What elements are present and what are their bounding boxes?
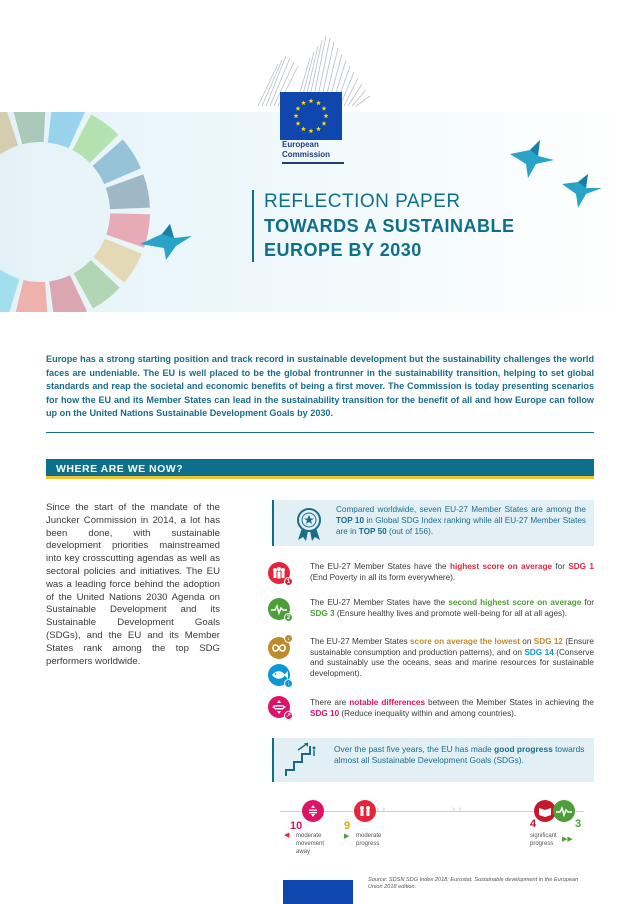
bird-icon xyxy=(562,174,602,208)
eu-star-icon xyxy=(296,106,301,111)
health-sdg-icon xyxy=(553,800,575,822)
arrow-left-icon: ◀ xyxy=(284,832,290,839)
emphasis-text: SDG 1 xyxy=(568,562,594,571)
eu-flag-icon xyxy=(280,92,342,140)
text-run: (End Poverty in all its form everywhere). xyxy=(310,572,456,582)
text-run: (Ensure sustainable consumption and production patterns), and on xyxy=(310,637,594,657)
text-run: between the Member States in achieving the xyxy=(425,698,594,707)
eu-star-icon xyxy=(294,113,299,118)
emphasis-text: good progress xyxy=(494,744,553,754)
eu-star-icon xyxy=(296,121,301,126)
divider xyxy=(46,432,594,433)
intro-paragraph: Europe has a strong starting position and track record in sustainable development but the sustainability challenges the world faces are undeniable. The EU is well placed to be the global frontrunner in the sustainability transition, helping to set global standards and reap the societal and economic benefits of being a first mover. The Commission is today presenting scenarios for how the EU and its Member States can lead in the sustainability transition for the benefit of all and how Europe can follow up on the United Nations Sustainable Development Goals by 2030. xyxy=(46,354,594,419)
progress-box xyxy=(272,738,594,782)
progress-text xyxy=(334,744,588,766)
title-line-1: TOWARDS A SUSTAINABLE xyxy=(264,216,515,236)
sdg-wheel-segment xyxy=(14,280,48,312)
scale-number-left: 10 xyxy=(290,820,303,832)
double-arrow-right-icon: ▶▶ xyxy=(562,836,573,843)
text-run: (Conserve and sustainably use the oceans, seas and marine resources for sustainable development). xyxy=(310,647,595,678)
eu-star-icon xyxy=(324,113,329,118)
sdg-wheel-segment xyxy=(12,112,46,144)
stairs-up-icon xyxy=(284,742,324,778)
arrow-badge: ↗ xyxy=(285,713,292,719)
eu-star-icon xyxy=(301,126,306,131)
bird-icon xyxy=(510,140,554,178)
scale-number-mid: 9 xyxy=(344,820,351,832)
emphasis-text: notable differences xyxy=(349,698,426,707)
scale-number-right-1: 4 xyxy=(530,818,537,830)
text-run: (Ensure healthy lives and promote well-being for all at all ages). xyxy=(334,608,568,618)
award-ribbon-icon xyxy=(292,506,326,542)
sdg-row-2 xyxy=(268,598,594,624)
emphasis-text: SDG 10 xyxy=(310,708,340,718)
emphasis-text: TOP 10 xyxy=(336,516,365,525)
eu-star-icon xyxy=(322,106,327,111)
scale-number-right-2: 3 xyxy=(575,818,582,830)
european-commission-logo xyxy=(248,28,378,159)
text-run: (Reduce inequality within and among countries). xyxy=(339,708,517,718)
rank-badge: 2 xyxy=(284,613,293,622)
section-title: WHERE ARE WE NOW? xyxy=(56,463,184,475)
text-run: (out of 156). xyxy=(386,527,434,536)
emphasis-text: TOP 50 xyxy=(358,527,387,536)
rank-badge: 1 xyxy=(284,577,293,586)
chevron-right-icon: › xyxy=(452,804,456,815)
logo-line-1: European xyxy=(282,140,319,149)
sdg-wheel-segment xyxy=(0,270,20,312)
sdg-wheel-graphic xyxy=(0,112,150,312)
emphasis-text: SDG 14 xyxy=(524,647,554,657)
text-run: towards almost all Sustainable Development Goals (SDGs). xyxy=(334,744,585,766)
text-run: Over the past five years, the EU has made xyxy=(334,744,495,754)
down-arrow-badge: ↓ xyxy=(284,634,293,643)
eu-star-icon xyxy=(301,100,306,105)
body-text-left: Since the start of the mandate of the Juncker Commission in 2014, a lot has been done, with sustainable development priorities mainstreamed into key crosscutting agendas as well as sectoral policies and initiatives. The EU was a leading force behind the adoption of the United Nations 2030 Agenda on Sustainable Development and its Sustainable Development Goals (SDGs), and the EU and its Member States rank among the top SDG performers worldwide. xyxy=(46,502,220,667)
emphasis-text: second highest score on average xyxy=(448,598,582,607)
text-run: There are xyxy=(310,698,350,707)
eu-star-icon xyxy=(322,121,327,126)
scale-label-right: significant progress xyxy=(530,833,557,847)
text-run: The EU-27 Member States have the xyxy=(310,598,449,607)
eu-star-icon xyxy=(316,100,321,105)
title-kicker: REFLECTION PAPER xyxy=(264,191,461,212)
section-header xyxy=(46,459,594,479)
title-line-2: EUROPE BY 2030 xyxy=(264,240,422,260)
text-run: Compared worldwide, seven EU-27 Member States are among the xyxy=(336,505,586,514)
logo-wordmark xyxy=(282,140,330,160)
sdg-row-text xyxy=(310,562,594,583)
document-title xyxy=(252,190,515,262)
eu-star-icon xyxy=(316,126,321,131)
sdg-row-1 xyxy=(268,562,594,588)
eu-star-icon xyxy=(309,98,314,103)
scale-label-left: moderate movement away xyxy=(296,833,325,855)
down-arrow-badge: ↓ xyxy=(284,679,293,688)
scale-label-mid: moderate progress xyxy=(356,833,382,847)
emphasis-text: score on average the lowest xyxy=(409,637,520,646)
text-run: in Global SDG Index ranking while all EU-27 Member States are in xyxy=(336,516,586,536)
sdg-row-3 xyxy=(268,637,594,687)
emphasis-text: SDG 12 xyxy=(533,637,563,646)
chevron-right-icon: › xyxy=(376,804,380,815)
emphasis-text: highest score on average xyxy=(449,562,552,571)
arrow-right-icon: ▶ xyxy=(344,833,350,840)
source-note: Source: SDSN SDG Index 2018; Eurostat, Sustainable development in the European Union 2018 edition. xyxy=(368,877,579,891)
text-run: The EU-27 Member States have the xyxy=(310,562,450,571)
poverty-sdg-icon xyxy=(354,800,376,822)
sdg-row-text xyxy=(310,637,594,679)
eu-stars-icon xyxy=(280,92,342,140)
footer-color-block xyxy=(283,880,353,904)
eu-star-icon xyxy=(309,128,314,133)
sdg-row-text xyxy=(310,598,594,619)
text-run: The EU-27 Member States xyxy=(310,637,410,646)
sdg-row-text xyxy=(310,698,594,719)
chevron-right-icon: › xyxy=(458,804,462,815)
logo-line-2: Commission xyxy=(282,150,331,159)
text-run: for xyxy=(552,562,569,571)
sdg-row-4 xyxy=(268,696,594,722)
equality-sdg-icon xyxy=(302,800,324,822)
emphasis-text: SDG 3 xyxy=(310,608,335,618)
logo-underline xyxy=(282,162,344,164)
text-run: on xyxy=(519,637,534,646)
highlight-text xyxy=(336,504,586,537)
chevron-right-icon: › xyxy=(382,804,386,815)
highlight-box xyxy=(272,500,594,546)
text-run: for xyxy=(581,598,594,607)
